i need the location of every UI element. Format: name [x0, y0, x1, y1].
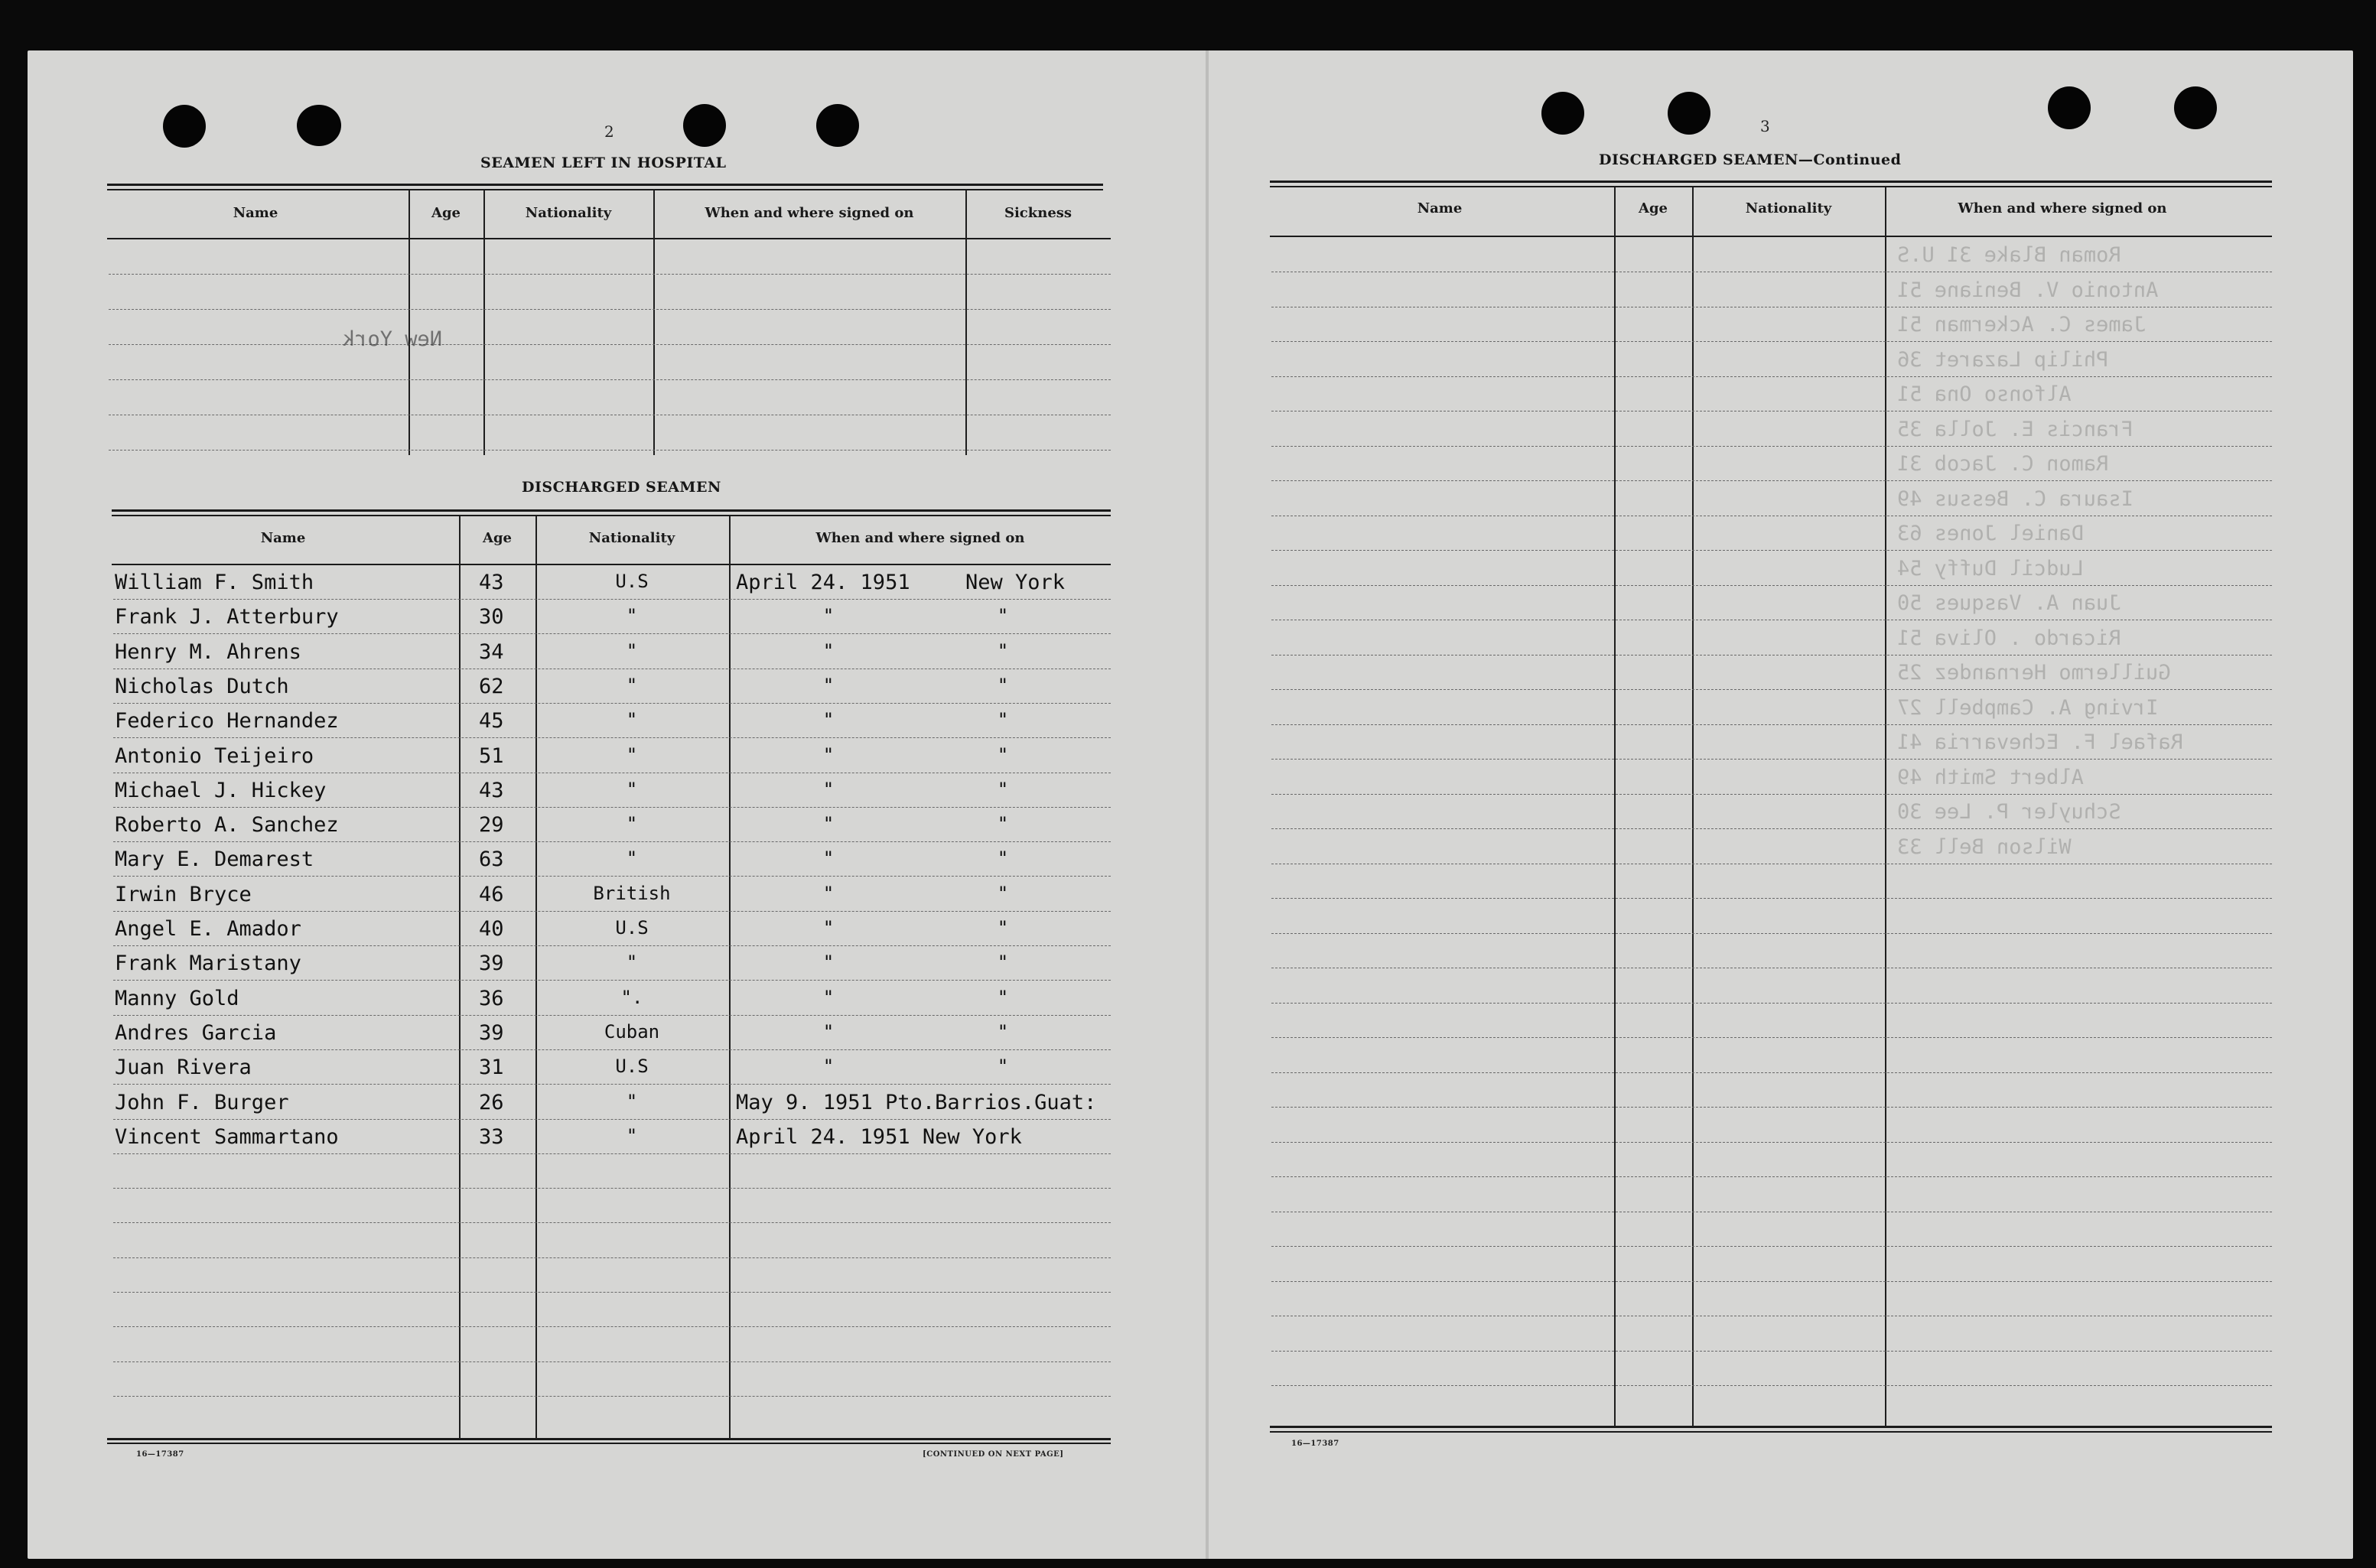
ruled-line: [1271, 480, 2272, 481]
bleed-through-line: Irving A. Campbell 27: [1897, 695, 2159, 720]
seaman-signed-date: ": [822, 847, 835, 870]
bleed-through-line: Francis E. Jolla 35: [1897, 417, 2134, 441]
seaman-signed-date: ": [822, 605, 835, 627]
seaman-signed-date: ": [822, 1020, 835, 1043]
bleed-through-line: Daniel Jones 63: [1897, 522, 2084, 545]
ruled-line: [113, 1222, 1111, 1223]
column-header-age: Age: [431, 205, 461, 221]
seaman-age: 31: [479, 1056, 504, 1080]
bleed-through-line: Ludcil Duffy 54: [1897, 556, 2084, 581]
ruled-line: [1271, 411, 2272, 412]
ruled-line: [1271, 655, 2272, 656]
seaman-age: 51: [479, 743, 504, 768]
seaman-name: Michael J. Hickey: [115, 778, 327, 802]
seaman-name: Frank J. Atterbury: [115, 605, 339, 629]
bleed-through-line: Juan A. Vasques 50: [1897, 591, 2121, 615]
seaman-signed-place: ": [997, 882, 1009, 904]
ruled-line: [113, 1084, 1111, 1085]
ruled-line: [1271, 1107, 2272, 1108]
seaman-age: 40: [479, 917, 504, 941]
bleed-through-line: Roman Blake 31 U.S: [1897, 243, 2121, 267]
seaman-age: 45: [479, 709, 504, 734]
seaman-age: 36: [479, 986, 504, 1010]
seaman-signed-date: ": [822, 778, 835, 800]
seaman-nationality: Cuban: [604, 1020, 660, 1043]
ruled-line: [113, 1119, 1111, 1120]
punch-hole: [163, 105, 206, 148]
ruled-line: [1271, 585, 2272, 586]
seaman-nationality: ".: [620, 986, 643, 1008]
seaman-age: 46: [479, 882, 504, 906]
discharged-table-title: DISCHARGED SEAMEN: [522, 479, 721, 496]
seaman-age: 33: [479, 1124, 504, 1149]
seaman-signed-place: ": [997, 778, 1009, 800]
seaman-nationality: ": [626, 639, 638, 662]
seaman-signed-place: ": [997, 605, 1009, 627]
seaman-nationality: British: [593, 882, 671, 904]
ruled-line: [1271, 828, 2272, 829]
seaman-name: Frank Maristany: [115, 952, 301, 976]
bleed-through-line: Alfonso Ona 51: [1897, 382, 2072, 406]
seaman-age: 43: [479, 571, 504, 594]
ruled-line: [113, 1049, 1111, 1050]
ruled-line: [113, 703, 1111, 704]
page-fold: [1206, 50, 1209, 1559]
bleed-through-line: Wilson Bell 33: [1897, 834, 2072, 859]
ruled-line: [1271, 376, 2272, 377]
page-number: 3: [1760, 117, 1770, 135]
ruled-line: [113, 1188, 1111, 1189]
punch-hole: [816, 104, 859, 147]
bleed-through-line: Philip Lazaret 36: [1897, 347, 2109, 372]
ruled-line: [113, 807, 1111, 808]
column-header-nationality: Nationality: [525, 205, 612, 221]
seaman-name: Angel E. Amador: [115, 917, 301, 941]
punch-hole: [1668, 92, 1710, 135]
ruled-line: [1271, 1281, 2272, 1282]
seaman-signed-place: New York: [965, 571, 1066, 594]
form-number: 16—17387: [136, 1450, 184, 1459]
ruled-line: [113, 599, 1111, 600]
seaman-signed-place: ": [997, 917, 1009, 939]
seaman-nationality: U.S: [615, 1056, 649, 1078]
continued-note: [CONTINUED ON NEXT PAGE]: [923, 1450, 1064, 1459]
ruled-line: [1271, 933, 2272, 934]
seaman-nationality: U.S: [615, 917, 649, 939]
seaman-name: William F. Smith: [115, 571, 314, 594]
seaman-signed-place: ": [997, 1020, 1009, 1043]
column-header-nationality: Nationality: [588, 530, 675, 546]
column-header-signed-on: When and where signed on: [705, 205, 914, 221]
ruled-line: [113, 911, 1111, 912]
ruled-line: [113, 1292, 1111, 1293]
ruled-line: [113, 737, 1111, 738]
ruled-line: [1271, 1385, 2272, 1386]
seaman-signed-place: ": [997, 813, 1009, 835]
ruled-line: [113, 945, 1111, 946]
seaman-nationality: ": [626, 1124, 638, 1147]
ruled-line: [113, 841, 1111, 842]
punch-hole: [297, 105, 341, 146]
ruled-line: [1271, 1246, 2272, 1247]
ruled-line: [109, 379, 1111, 380]
column-header-age: Age: [482, 530, 513, 546]
seaman-signed-date: ": [822, 813, 835, 835]
ruled-line: [113, 1326, 1111, 1327]
column-header-name: Name: [233, 205, 278, 221]
punch-hole: [1541, 92, 1584, 135]
ruled-line: [1271, 1072, 2272, 1073]
seaman-nationality: ": [626, 605, 638, 627]
seaman-name: Roberto A. Sanchez: [115, 813, 339, 838]
bleed-through-line: Ramon C. Jacob 31: [1897, 452, 2109, 476]
seaman-age: 29: [479, 813, 504, 838]
ruled-line: [113, 1153, 1111, 1154]
ruled-line: [113, 1361, 1111, 1362]
page-number: 2: [604, 122, 614, 141]
bleed-through-line: Schuyler P. Lee 30: [1897, 800, 2121, 824]
seaman-signed-place: ": [997, 952, 1009, 974]
seaman-age: 34: [479, 639, 504, 664]
ruled-line: [1271, 1003, 2272, 1004]
seaman-signed-place: ": [997, 847, 1009, 870]
seaman-signed-date: ": [822, 639, 835, 662]
seaman-nationality: ": [626, 847, 638, 870]
seaman-age: 30: [479, 605, 504, 629]
bleed-through-line: Albert Smith 49: [1897, 765, 2084, 789]
seaman-name: Antonio Teijeiro: [115, 743, 314, 768]
seaman-nationality: ": [626, 743, 638, 766]
ruled-line: [109, 274, 1111, 275]
seaman-signed-date: ": [822, 917, 835, 939]
ruled-line: [113, 1015, 1111, 1016]
seaman-signed-date: ": [822, 986, 835, 1008]
seaman-name: Henry M. Ahrens: [115, 639, 301, 664]
punch-hole: [683, 104, 726, 147]
ruled-line: [1271, 1176, 2272, 1177]
ruled-line: [1271, 759, 2272, 760]
ruled-line: [1271, 689, 2272, 690]
seaman-nationality: U.S: [615, 571, 649, 592]
bleed-through-line: Ricardo . Oliva 51: [1897, 626, 2121, 650]
ruled-line: [109, 450, 1111, 451]
seaman-name: Nicholas Dutch: [115, 674, 289, 698]
column-header-sickness: Sickness: [1004, 205, 1072, 221]
hospital-table-title: SEAMEN LEFT IN HOSPITAL: [480, 155, 727, 171]
seaman-nationality: ": [626, 1090, 638, 1112]
seaman-nationality: ": [626, 674, 638, 696]
column-header-nationality: Nationality: [1745, 200, 1832, 216]
seaman-signed-place: ": [997, 709, 1009, 731]
seaman-name: John F. Burger: [115, 1090, 289, 1114]
seaman-age: 62: [479, 674, 504, 698]
seaman-nationality: ": [626, 813, 638, 835]
ruled-line: [1271, 1351, 2272, 1352]
ruled-line: [113, 980, 1111, 981]
ruled-line: [1271, 724, 2272, 725]
ruled-line: [109, 344, 1111, 345]
seaman-age: 39: [479, 952, 504, 976]
seaman-signed-date: ": [822, 674, 835, 696]
bleed-through-line: Antonio V. Beniane 51: [1897, 278, 2159, 302]
ruled-line: [113, 1257, 1111, 1258]
bleed-through-line: James C. Ackerman 51: [1897, 313, 2147, 337]
seaman-name: Manny Gold: [115, 986, 239, 1010]
seaman-name: Mary E. Demarest: [115, 847, 314, 872]
seaman-name: Federico Hernandez: [115, 709, 339, 734]
seaman-signed-date: ": [822, 743, 835, 766]
bleed-through-text: New York: [343, 327, 443, 351]
seaman-signed-date: ": [822, 882, 835, 904]
seaman-name: Irwin Bryce: [115, 882, 252, 906]
ruled-line: [113, 1396, 1111, 1397]
seaman-age: 39: [479, 1020, 504, 1045]
seaman-name: Vincent Sammartano: [115, 1124, 339, 1149]
ruled-line: [113, 876, 1111, 877]
bleed-through-line: Guillermo Hernandez 25: [1897, 661, 2171, 685]
seaman-signed-date: ": [822, 1056, 835, 1078]
ruled-line: [1271, 550, 2272, 551]
seaman-signed-on: April 24. 1951 New York: [736, 1124, 1022, 1149]
ruled-line: [109, 309, 1111, 310]
seaman-name: Juan Rivera: [115, 1056, 252, 1080]
seaman-signed-date: ": [822, 709, 835, 731]
ruled-line: [1271, 341, 2272, 342]
seaman-signed-place: ": [997, 743, 1009, 766]
seaman-age: 63: [479, 847, 504, 872]
bleed-through-line: Isaura C. Bessus 49: [1897, 486, 2134, 511]
column-header-signed-on: When and where signed on: [1958, 200, 2167, 216]
ruled-line: [113, 633, 1111, 634]
column-header-age: Age: [1638, 200, 1668, 216]
ruled-line: [1271, 1037, 2272, 1038]
seaman-nationality: ": [626, 952, 638, 974]
continued-table-title: DISCHARGED SEAMEN—Continued: [1599, 151, 1902, 168]
punch-hole: [2048, 86, 2091, 129]
seaman-signed-place: ": [997, 639, 1009, 662]
form-number: 16—17387: [1291, 1440, 1339, 1448]
ruled-line: [1271, 898, 2272, 899]
ruled-line: [1271, 446, 2272, 447]
seaman-age: 43: [479, 778, 504, 802]
seaman-name: Andres Garcia: [115, 1020, 277, 1045]
seaman-signed-place: ": [997, 986, 1009, 1008]
column-header-signed-on: When and where signed on: [815, 530, 1025, 546]
seaman-signed-place: ": [997, 674, 1009, 696]
seaman-signed-date: ": [822, 952, 835, 974]
seaman-signed-date: April 24. 1951: [736, 571, 910, 594]
seaman-age: 26: [479, 1090, 504, 1114]
seaman-nationality: ": [626, 778, 638, 800]
seaman-signed-on: May 9. 1951 Pto.Barrios.Guat:: [736, 1090, 1097, 1114]
seaman-nationality: ": [626, 709, 638, 731]
punch-hole: [2174, 86, 2217, 129]
ruled-line: [1271, 794, 2272, 795]
column-header-name: Name: [260, 530, 306, 546]
ruled-line: [1271, 1142, 2272, 1143]
column-header-name: Name: [1417, 200, 1463, 216]
seaman-signed-place: ": [997, 1056, 1009, 1078]
bleed-through-line: Rafael F. Echevarria 41: [1897, 730, 2183, 754]
